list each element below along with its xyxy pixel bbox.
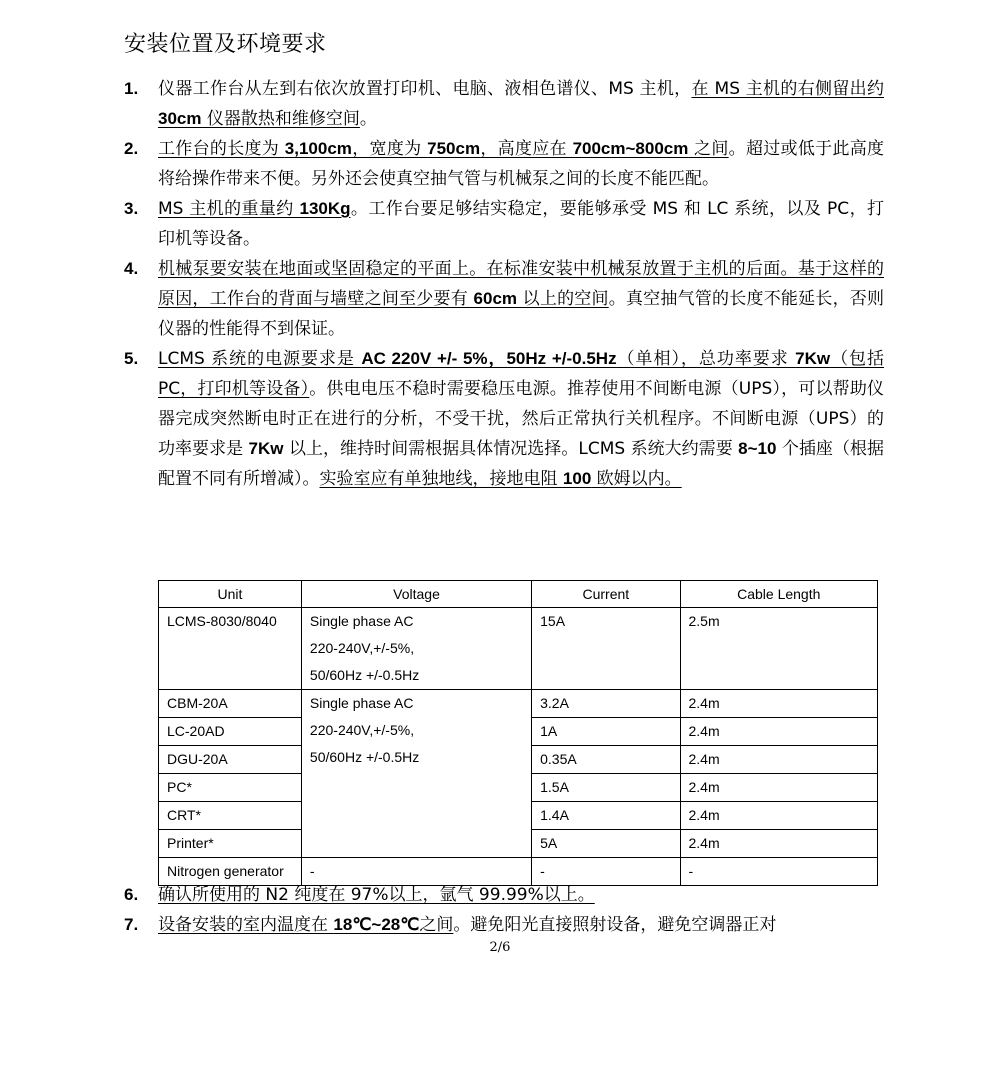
item-number: 7. [124, 915, 139, 934]
cell-cable-length: 2.4m [680, 774, 878, 802]
cell-unit: Printer* [159, 830, 302, 858]
page-number: 2/6 [489, 940, 511, 955]
cell-current: 1A [532, 718, 680, 746]
item-text: 机械泵要安装在地面或坚固稳定的平面上。在标准安装中机械泵放置于主机的后面。基于这样的原因，工作台的背面与墙壁之间至少要有 60cm 以上的空间。真空抽气管的长度不能延长，否则仪器的性能得不到保证。 [158, 259, 885, 339]
cell-current: 3.2A [532, 690, 680, 718]
cell-unit: LCMS-8030/8040 [159, 608, 302, 690]
list-item [124, 74, 884, 134]
cell-cable-length: 2.5m [680, 608, 878, 690]
cell-voltage: Single phase AC 220-240V,+/-5%, 50/60Hz +/-0.5Hz [301, 608, 531, 690]
item-text: 确认所使用的 N2 纯度在 97%以上，氩气 99.99%以上。 [158, 885, 595, 905]
cell-current: - [532, 858, 680, 886]
cell-current: 1.5A [532, 774, 680, 802]
cell-current: 0.35A [532, 746, 680, 774]
list-item [124, 344, 884, 494]
requirements-list-continued [124, 880, 884, 940]
cell-cable-length: - [680, 858, 878, 886]
list-item [124, 880, 884, 910]
cell-cable-length: 2.4m [680, 718, 878, 746]
column-header-voltage: Voltage [301, 581, 531, 608]
cell-current: 5A [532, 830, 680, 858]
cell-cable-length: 2.4m [680, 830, 878, 858]
cell-unit: CRT* [159, 802, 302, 830]
column-header-unit: Unit [159, 581, 302, 608]
item-number: 3. [124, 199, 139, 218]
item-text: 工作台的长度为 3,100cm，宽度为 750cm，高度应在 700cm~800cm 之间。超过或低于此高度将给操作带来不便。另外还会使真空抽气管与机械泵之间的长度不能匹配。 [158, 139, 885, 189]
item-number: 1. [124, 79, 139, 98]
cell-voltage: - [301, 858, 531, 886]
cell-unit: Nitrogen generator [159, 858, 302, 886]
power-requirements-table [158, 580, 878, 886]
item-number: 4. [124, 259, 139, 278]
list-item [124, 254, 884, 344]
item-number: 5. [124, 349, 139, 368]
column-header-cable-length: Cable Length [680, 581, 878, 608]
list-item [124, 134, 884, 194]
section-heading: 安装位置及环境要求 [124, 32, 327, 57]
table-row [159, 608, 878, 690]
list-item [124, 910, 884, 940]
cell-cable-length: 2.4m [680, 746, 878, 774]
item-number: 2. [124, 139, 139, 158]
item-number: 6. [124, 885, 139, 904]
cell-current: 1.4A [532, 802, 680, 830]
cell-unit: CBM-20A [159, 690, 302, 718]
item-text: MS 主机的重量约 130Kg。工作台要足够结实稳定，要能够承受 MS 和 LC 系统，以及 PC，打印机等设备。 [158, 199, 884, 249]
table-header-row [159, 581, 878, 608]
column-header-current: Current [532, 581, 680, 608]
cell-unit: LC-20AD [159, 718, 302, 746]
item-text: 设备安装的室内温度在 18℃~28℃之间。避免阳光直接照射设备，避免空调器正对 [158, 915, 777, 935]
cell-cable-length: 2.4m [680, 690, 878, 718]
list-item [124, 194, 884, 254]
table-row [159, 690, 878, 718]
cell-current: 15A [532, 608, 680, 690]
requirements-list [124, 74, 884, 494]
cell-unit: DGU-20A [159, 746, 302, 774]
cell-cable-length: 2.4m [680, 802, 878, 830]
item-text: 仪器工作台从左到右依次放置打印机、电脑、液相色谱仪、MS 主机，在 MS 主机的右侧留出约 30cm 仪器散热和维修空间。 [158, 79, 884, 129]
item-text: LCMS 系统的电源要求是 AC 220V +/- 5%，50Hz +/-0.5Hz（单相），总功率要求 7Kw（包括 PC，打印机等设备）。供电电压不稳时需要稳压电源。推荐使用不间断电源（UPS），可以帮助仪器完成突然断电时正在进行的分析，不受干扰，然后正常执行关机程序。不间断电源（UPS）的功率要求是 7Kw 以上，维持时间需根据具体情况选择。LCMS 系统大约需要 8~10 个插座（根据配置不同有所增减）。实验室应有单独地线，接地电阻 100 欧姆以内。 [158, 349, 885, 489]
cell-voltage-group: Single phase AC 220-240V,+/-5%, 50/60Hz +/-0.5Hz [301, 690, 531, 858]
cell-unit: PC* [159, 774, 302, 802]
